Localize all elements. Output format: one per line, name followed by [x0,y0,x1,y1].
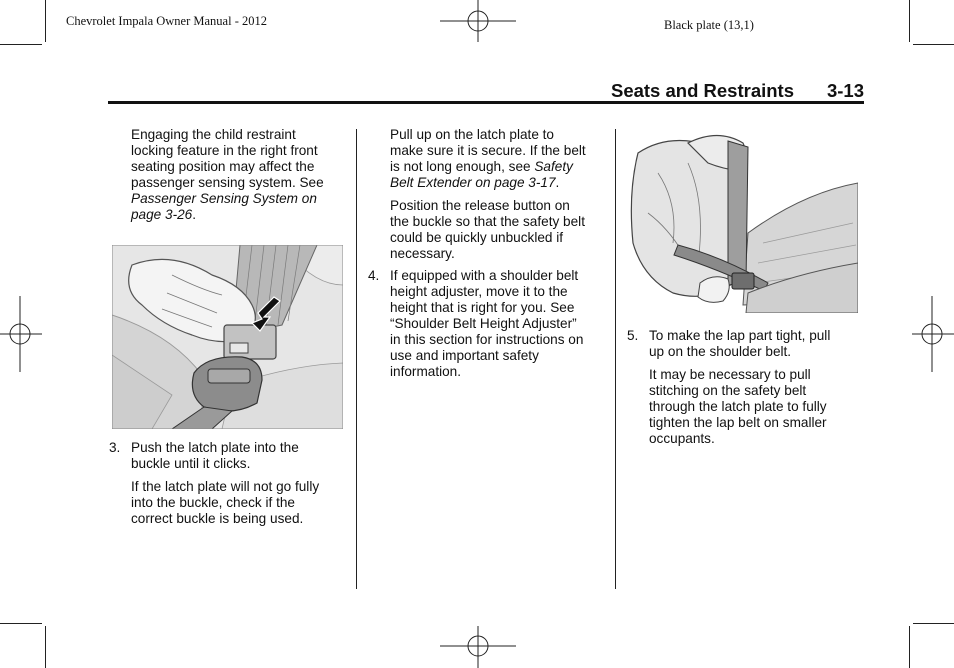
belt-extender-reference-page: Belt Extender on page 3-17 [390,175,556,190]
intro-period: . [192,207,197,222]
column-divider-1 [356,129,357,589]
step-5-note-line: occupants. [649,431,715,446]
step-5-number: 5. [627,328,639,343]
secure-latch-paragraph [390,127,586,191]
step-3-line: buckle until it clicks. [131,456,251,471]
step-4-line: height adjuster, move it to the [390,284,568,299]
registration-mark-top [440,0,516,44]
step-4-line: “Shoulder Belt Height Adjuster” [390,316,577,331]
step-4-line: in this section for instructions on [390,332,584,347]
release-button-line: Position the release button on [390,198,570,213]
step-5-line: To make the lap part tight, pull [649,328,831,343]
intro-paragraph [131,127,324,223]
step-5-text [649,328,830,360]
registration-mark-left [0,296,44,372]
step-3-note-line: correct buckle is being used. [131,511,304,526]
step-5-note-line: tighten the lap belt on smaller [649,415,827,430]
secure-latch-period: . [555,175,560,190]
step-5-note-line: stitching on the safety belt [649,383,807,398]
step-4-line: height that is right for you. See [390,300,575,315]
step-5-note-line: It may be necessary to pull [649,367,811,382]
step-4-text [390,268,583,380]
page-number: 3-13 [826,80,864,101]
intro-line: locking feature in the right front [131,143,318,158]
step-5-note-line: through the latch plate to fully [649,399,827,414]
plate-header: Black plate (13,1) [664,18,754,32]
section-title: Seats and Restraints [610,80,794,101]
belt-extender-reference: Safety [534,159,573,174]
section-header [108,78,864,108]
release-button-line: the buckle so that the safety belt [390,214,585,229]
step-4-line: If equipped with a shoulder belt [390,268,579,283]
secure-latch-line: is not long enough, see [390,159,535,174]
intro-line: seating position may affect the [131,159,315,174]
step-3-note-line: If the latch plate will not go fully [131,479,320,494]
passenger-sensing-reference: Passenger Sensing System on [131,191,317,206]
secure-latch-line: make sure it is secure. If the belt [390,143,586,158]
step-3-note [131,479,319,527]
step-3-note-line: into the buckle, check if the [131,495,295,510]
step-3-line: Push the latch plate into the [131,440,299,455]
header-rule [108,101,864,104]
registration-mark-right [910,296,954,372]
secure-latch-line: Pull up on the latch plate to [390,127,554,142]
registration-mark-bottom [440,624,516,668]
intro-line: Engaging the child restraint [131,127,296,142]
step-5-note [649,367,827,447]
step-3-text [131,440,299,472]
intro-line: passenger sensing system. See [131,175,324,190]
manual-title-header: Chevrolet Impala Owner Manual - 2012 [66,14,267,28]
step-3-number: 3. [109,440,121,455]
release-button-line: necessary. [390,246,455,261]
release-button-line: could be quickly unbuckled if [390,230,564,245]
column-divider-2 [615,129,616,589]
step-4-line: information. [390,364,462,379]
latch-plate-illustration [112,245,343,429]
shoulder-belt-illustration [628,133,858,313]
passenger-sensing-reference-page: page 3-26 [131,207,193,222]
step-5-line: up on the shoulder belt. [649,344,792,359]
step-4-number: 4. [368,268,380,283]
release-button-paragraph [390,198,585,262]
step-4-line: use and important safety [390,348,539,363]
